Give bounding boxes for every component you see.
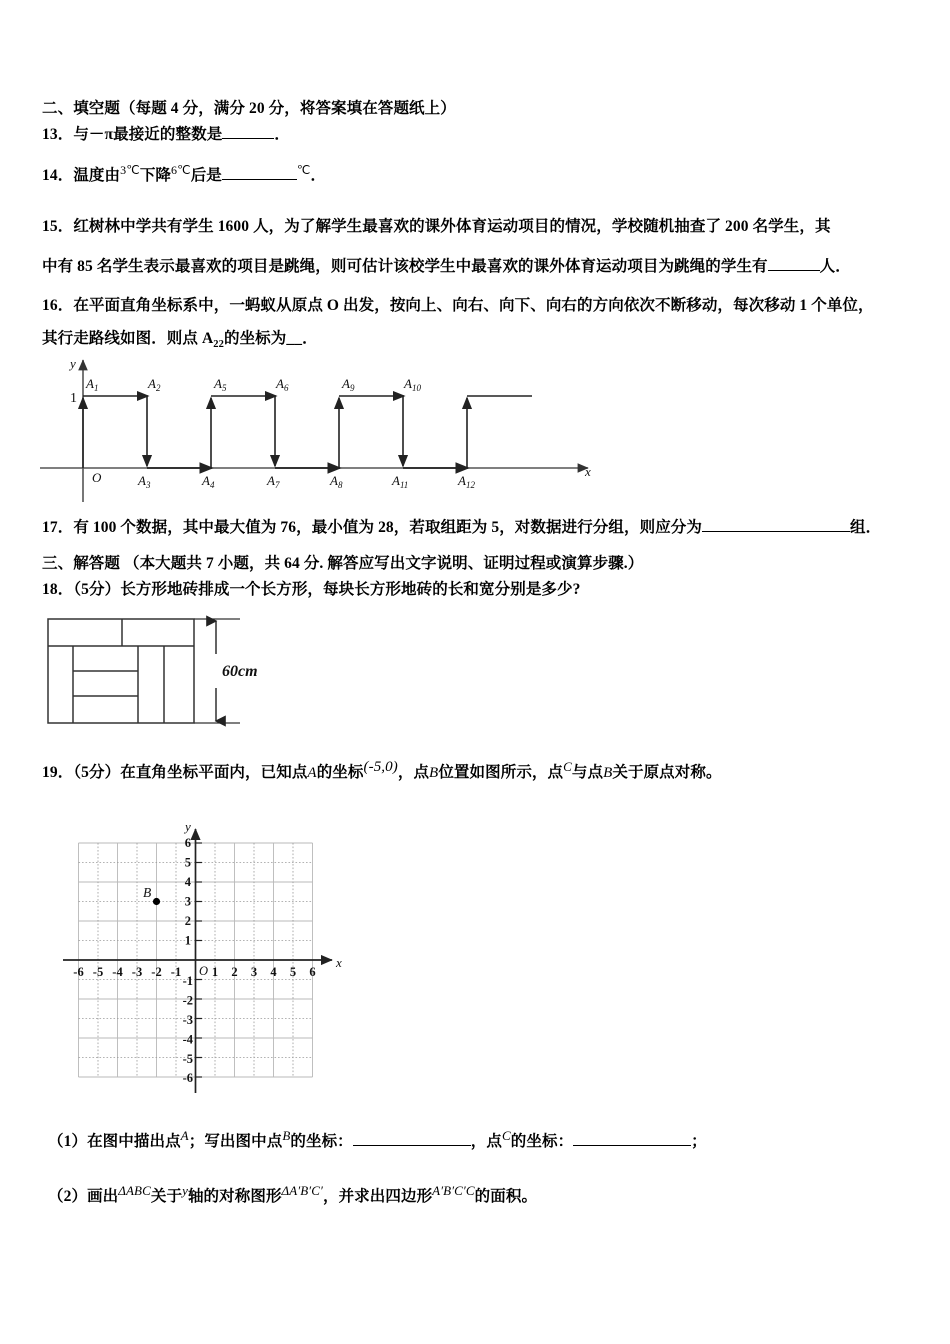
figure-coordinate-grid <box>55 815 355 1115</box>
label-A10: $A_{10}$ <box>404 376 421 393</box>
answer-blank-19-1-C[interactable] <box>573 1145 691 1146</box>
question-19-1-text-3: 的坐标： <box>290 1133 353 1151</box>
x-tick--4: -4 <box>112 965 123 979</box>
y-tick-6: 6 <box>184 836 191 850</box>
question-19-2-text-1: 画出 <box>87 1188 119 1206</box>
point-A-label: A <box>307 765 317 782</box>
question-19-text-2: 的坐标 <box>316 764 364 782</box>
question-16-text-line-2a: 其行走路线如图．则点 A <box>42 330 214 347</box>
question-18-number: 18． <box>42 581 74 598</box>
plotted-point-B-label: B <box>143 885 152 900</box>
question-14-number: 14． <box>42 167 74 185</box>
question-15-text-line-1: 红树林中学共有学生 1600 人，为了解学生最喜欢的课外体育运动项目的情况，学校随机抽查了 200 名学生，其 <box>73 218 831 235</box>
question-19-text-4: 位置如图所示，点 <box>438 764 564 782</box>
question-16-line-2 <box>42 330 318 352</box>
x-tick--3: -3 <box>131 965 143 979</box>
triangle-ABC: ΔABC <box>118 1183 151 1198</box>
label-A11: $A_{11}$ <box>392 473 409 490</box>
question-19-number: 19． <box>42 764 74 782</box>
x-tick--2: -2 <box>151 965 162 979</box>
answer-blank-19-1-B[interactable] <box>353 1145 471 1146</box>
figure-ant-path <box>40 352 600 502</box>
quadrilateral-A-prime-B-prime-C-prime-C: A′B′C′C <box>432 1183 475 1198</box>
question-15-line-2 <box>42 258 851 277</box>
question-19-1-number: （1） <box>48 1133 88 1151</box>
y-axis-label: y <box>70 356 76 371</box>
origin-label: O <box>92 470 102 485</box>
question-14-text-2: 下降 <box>139 167 172 185</box>
question-19-part-2 <box>48 1183 537 1207</box>
question-19-1-text-2: ；写出图中点 <box>188 1133 283 1151</box>
label-A9: $A_9$ <box>342 376 355 393</box>
x-tick-5: 5 <box>289 965 297 979</box>
question-19-text-3: ，点 <box>397 764 430 782</box>
question-19-part-1 <box>48 1128 707 1152</box>
temperature-6c: 6℃ <box>171 163 191 177</box>
question-13-text-before: 与－ <box>73 126 105 143</box>
question-19-2-text-3: 轴的对称图形 <box>187 1188 282 1206</box>
y-tick-5: 5 <box>184 855 191 870</box>
temperature-3c: 3℃ <box>120 163 140 177</box>
answer-blank-13[interactable] <box>222 138 274 139</box>
plotted-point-B <box>153 898 160 905</box>
x-tick-3: 3 <box>250 965 258 979</box>
label-A5: $A_5$ <box>214 376 227 393</box>
section-heading-fill-in-blank: 二、填空题（每题 4 分，满分 20 分，将答案填在答题纸上） <box>42 100 456 117</box>
question-13-text-after: 最接近的整数是 <box>113 126 223 143</box>
question-13-tail: ． <box>274 126 290 143</box>
point-B-label: B <box>429 765 439 782</box>
question-15-text-line-2b: 人． <box>819 258 851 275</box>
question-14-text-3: 后是 <box>190 167 222 185</box>
question-19-text-6: 关于原点对称。 <box>612 764 722 782</box>
question-19-1-text-5: 的坐标： <box>510 1133 574 1151</box>
y-tick--6: -6 <box>182 1071 193 1085</box>
question-19-2-number: （2） <box>48 1188 88 1206</box>
y-tick-3: 3 <box>184 894 191 909</box>
question-14-tail: ． <box>310 167 327 185</box>
y-tick--2: -2 <box>182 993 193 1008</box>
question-19-1-text-4: ，点 <box>470 1133 502 1151</box>
question-19-2-text-2: 关于 <box>150 1188 183 1206</box>
label-A3: $A_3$ <box>138 473 151 490</box>
question-13 <box>42 126 290 145</box>
question-13-number: 13． <box>42 126 74 143</box>
question-16-text-line-2b: 的坐标为__． <box>223 330 318 347</box>
x-tick--6: -6 <box>73 965 84 979</box>
y-tick-2: 2 <box>184 914 191 928</box>
x-axis-label: x <box>585 464 591 479</box>
question-19-text-5: 与点 <box>571 764 604 782</box>
label-A2: $A_2$ <box>148 376 161 393</box>
y-axis-label: y <box>185 819 191 834</box>
y-tick--5: -5 <box>182 1052 193 1066</box>
label-A6: $A_6$ <box>276 376 289 393</box>
answer-blank-14[interactable] <box>222 179 297 180</box>
question-17-number: 17． <box>42 519 74 536</box>
question-18 <box>42 581 580 600</box>
question-19-2-text-4: ，并求出四边形 <box>322 1188 433 1206</box>
unit-label-1: 1 <box>70 391 77 406</box>
part1-point-C: C <box>501 1128 511 1143</box>
section-heading-solve: 三、解答题 （本大题共 7 小题，共 64 分. 解答应写出文字说明、证明过程或演算步骤.） <box>42 555 644 572</box>
question-17-text-a: 有 100 个数据，其中最大值为 76，最小值为 28，若取组距为 5，对数据进行分组，则应分为 <box>73 519 702 536</box>
x-tick-2: 2 <box>231 965 238 979</box>
question-17 <box>42 519 881 538</box>
origin-label: O <box>199 964 209 978</box>
question-19 <box>42 758 722 783</box>
triangle-A-prime-B-prime-C-prime: ΔA′B′C′ <box>281 1183 323 1198</box>
point-B-label-2: B <box>603 765 613 782</box>
label-A12: $A_{12}$ <box>458 473 475 490</box>
y-tick-1: 1 <box>184 933 191 948</box>
y-tick-4: 4 <box>184 875 191 889</box>
question-15-text-line-2a: 中有 85 名学生表示最喜欢的项目是跳绳，则可估计该校学生中最喜欢的课外体育运动项目为跳绳的学生有 <box>42 258 768 275</box>
question-19-text-1: （5分）在直角坐标平面内，已知点 <box>73 764 308 782</box>
y-tick--4: -4 <box>182 1032 193 1047</box>
question-18-text: （5分）长方形地砖排成一个长方形，每块长方形地砖的长和宽分别是多少? <box>73 581 581 598</box>
x-tick-1: 1 <box>211 965 219 979</box>
question-15-number: 15． <box>42 218 74 235</box>
label-A8: $A_8$ <box>330 473 343 490</box>
x-tick-6: 6 <box>309 965 316 979</box>
y-tick--1: -1 <box>182 974 193 988</box>
label-A4: $A_4$ <box>202 473 215 490</box>
axis-y-symbol: y <box>182 1183 188 1198</box>
figure-tile-arrangement <box>44 608 304 738</box>
question-14-text-1: 温度由 <box>73 167 121 185</box>
label-A1: $A_1$ <box>86 376 99 393</box>
x-tick--5: -5 <box>92 965 104 979</box>
label-A7: $A_7$ <box>267 473 280 490</box>
answer-blank-17[interactable] <box>702 531 850 532</box>
part1-point-A: A <box>180 1128 189 1143</box>
coordinate-A: (-5,0) <box>363 759 398 775</box>
dimension-label-60cm: 60cm <box>222 663 258 680</box>
question-19-1-text-1: 在图中描出点 <box>87 1133 181 1151</box>
part1-point-B: B <box>282 1128 291 1143</box>
question-16-line-1 <box>42 297 874 316</box>
question-19-2-text-5: 的面积。 <box>474 1188 538 1206</box>
x-axis-label: x <box>336 955 342 970</box>
x-tick-4: 4 <box>270 965 277 979</box>
answer-blank-15[interactable] <box>768 270 820 271</box>
question-15-line-1 <box>42 218 831 237</box>
x-tick--1: -1 <box>170 965 182 979</box>
point-C-label: C <box>563 759 572 774</box>
y-tick--3: -3 <box>182 1013 193 1027</box>
question-14 <box>42 163 326 186</box>
temperature-unit: ℃ <box>296 163 311 177</box>
subscript-22: 22 <box>213 339 224 351</box>
pi-symbol: π <box>104 126 114 143</box>
question-17-text-b: 组． <box>850 519 882 536</box>
question-16-text-line-1: 在平面直角坐标系中，一蚂蚁从原点 O 出发，按向上、向右、向下、向右的方向依次不断移动，每次移动 1 个单位， <box>73 297 874 314</box>
question-19-1-tail: ； <box>691 1133 707 1151</box>
question-16-number: 16． <box>42 297 74 314</box>
